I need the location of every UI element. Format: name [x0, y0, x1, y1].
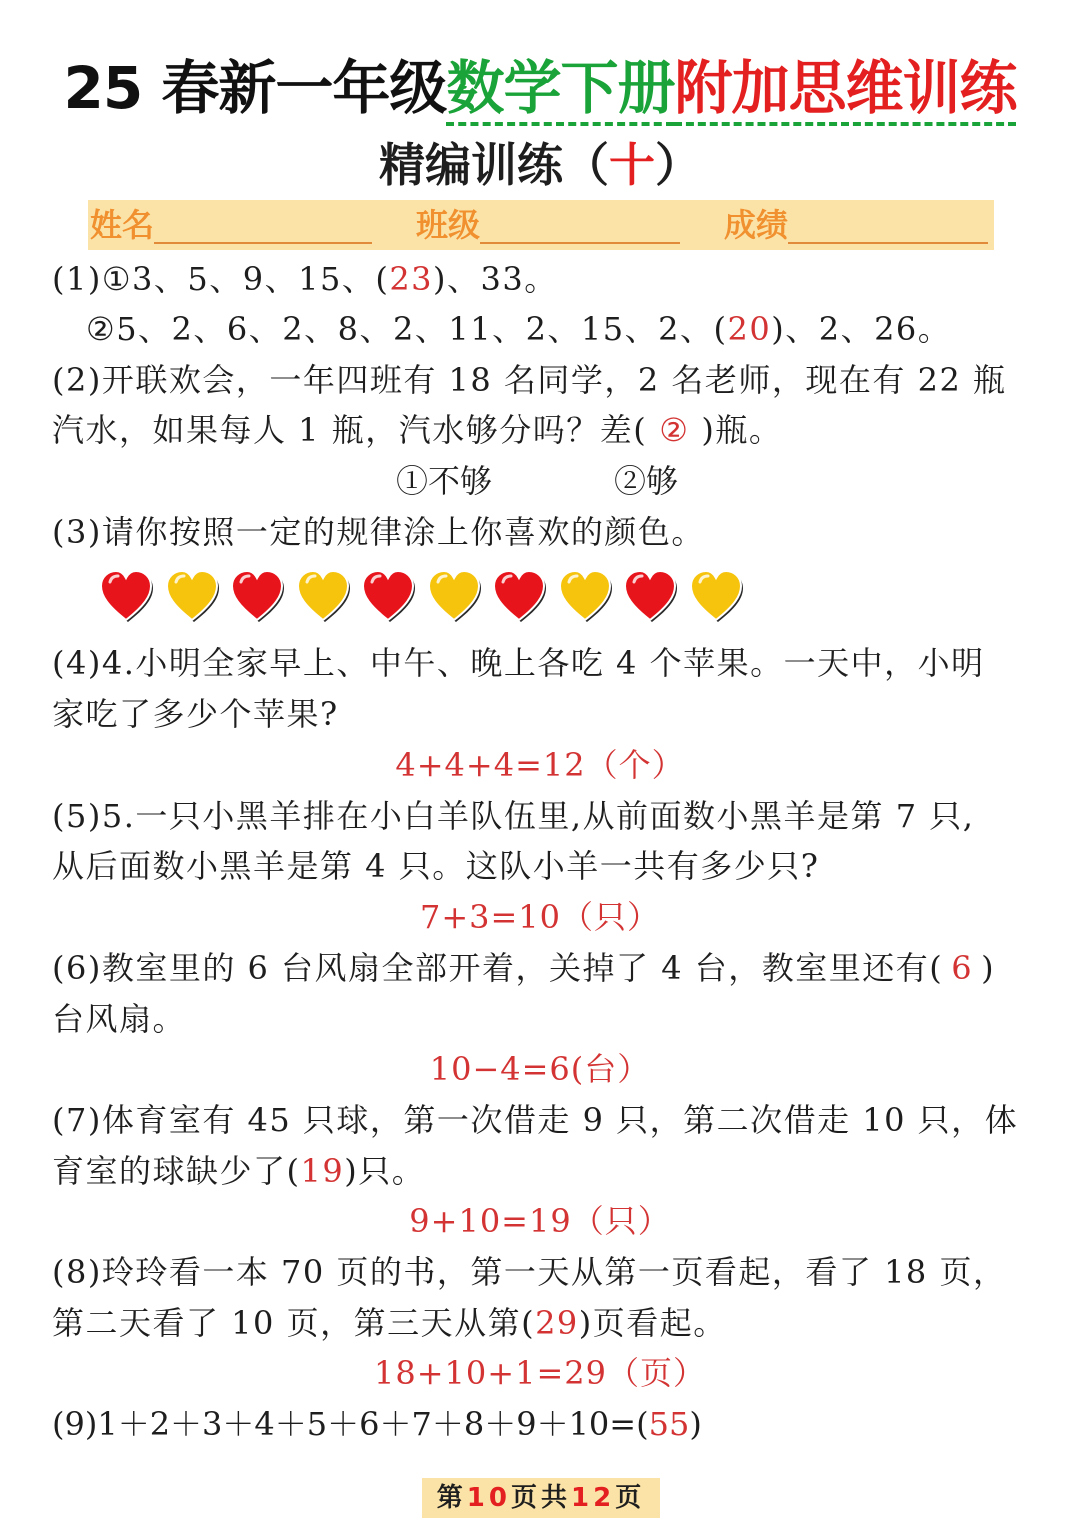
title-grade: 25 春新一年级 [63, 54, 447, 122]
subtitle-number: 十 [609, 138, 655, 192]
q2-text-end: )瓶。 [701, 411, 783, 449]
page-number [422, 1478, 660, 1518]
question-3: (3)请你按照一定的规律涂上你喜欢的颜色。 [52, 513, 705, 551]
q1-text-2: ②5、2、6、2、8、2、11、2、15、2、( [86, 310, 728, 348]
yellow-heart-icon [426, 568, 482, 624]
q7-text-end: )只。 [344, 1152, 426, 1190]
score-label: 成绩 [724, 206, 789, 244]
question-6-line-1 [52, 943, 995, 993]
question-6-answer: 10−4=6(台） [429, 1050, 651, 1088]
q8-answer: 29 [535, 1304, 579, 1342]
footer-text-1: 第 [436, 1483, 467, 1513]
name-blank[interactable] [154, 204, 372, 244]
class-blank[interactable] [480, 204, 680, 244]
q1-text-2-end: )、2、26。 [771, 310, 952, 348]
question-4-answer: 4+4+4=12（个） [395, 746, 685, 784]
q9-answer: 55 [648, 1405, 690, 1443]
q6-text-end: ) [981, 949, 996, 987]
q2-answer: ② [659, 411, 690, 449]
red-heart-icon [491, 568, 547, 624]
class-field[interactable] [416, 204, 680, 246]
question-1-line-2 [86, 304, 951, 354]
q2-text: 汽水，如果每人 1 瓶，汽水够分吗？差( [52, 411, 648, 449]
q1-text-1-end: )、33。 [433, 260, 558, 298]
score-field[interactable] [724, 204, 988, 246]
student-info-bar [88, 200, 994, 250]
question-9 [52, 1399, 702, 1449]
q2-option-1: ①不够 [396, 462, 493, 500]
subtitle-text: 精编训练（ [379, 138, 609, 192]
name-field[interactable] [90, 204, 372, 246]
question-2-line-2 [52, 405, 782, 455]
red-heart-icon [622, 568, 678, 624]
q8-text: 第二天看了 10 页，第三天从第( [52, 1304, 536, 1342]
current-page: 10 [466, 1483, 511, 1513]
q1-answer-1: 23 [389, 260, 434, 298]
question-6-line-2: 台风扇。 [52, 1000, 187, 1038]
question-4-line-2: 家吃了多少个苹果? [52, 695, 339, 733]
worksheet-title [0, 48, 1080, 128]
q8-text-end: )页看起。 [578, 1304, 727, 1342]
question-7-line-2 [52, 1146, 425, 1196]
q9-text-end: ) [689, 1405, 702, 1443]
question-8-line-1: (8)玲玲看一本 70 页的书，第一天从第一页看起，看了 18 页， [52, 1253, 1007, 1291]
yellow-heart-icon [164, 568, 220, 624]
question-5-line-2: 从后面数小黑羊是第 4 只。这队小羊一共有多少只? [52, 847, 820, 885]
question-8-line-2 [52, 1298, 727, 1348]
question-5-line-1: (5)5.一只小黑羊排在小白羊队伍里,从前面数小黑羊是第 7 只, [52, 797, 975, 835]
q2-option-2: ②够 [614, 462, 679, 500]
footer-text-2: 页共 [510, 1483, 571, 1513]
footer-text-3: 页 [615, 1483, 646, 1513]
question-2-line-1: (2)开联欢会，一年四班有 18 名同学，2 名老师，现在有 22 瓶 [52, 361, 1007, 399]
worksheet-subtitle [0, 132, 1080, 198]
class-label: 班级 [416, 206, 481, 244]
red-heart-icon [229, 568, 285, 624]
question-7-answer: 9+10=19（只） [409, 1202, 671, 1240]
yellow-heart-icon [557, 568, 613, 624]
q7-text: 育室的球缺少了( [52, 1152, 301, 1190]
title-subject: 数学下册 [446, 54, 674, 126]
question-7-line-1: (7)体育室有 45 只球，第一次借走 9 只，第二次借走 10 只，体 [52, 1101, 1019, 1139]
score-blank[interactable] [788, 204, 988, 244]
q7-answer: 19 [300, 1152, 345, 1190]
question-5-answer: 7+3=10（只） [419, 898, 661, 936]
yellow-heart-icon [295, 568, 351, 624]
total-pages: 12 [571, 1483, 616, 1513]
title-training: 附加思维训练 [674, 54, 1016, 126]
subtitle-close: ） [655, 138, 701, 192]
question-4-line-1: (4)4.小明全家早上、中午、晚上各吃 4 个苹果。一天中，小明 [52, 644, 985, 682]
q6-text: (6)教室里的 6 台风扇全部开着，关掉了 4 台，教室里还有( [52, 949, 944, 987]
red-heart-icon [360, 568, 416, 624]
question-1-line-1 [52, 254, 558, 304]
q1-text-1: (1)①3、5、9、15、( [52, 260, 390, 298]
yellow-heart-icon [688, 568, 744, 624]
q1-answer-2: 20 [727, 310, 772, 348]
q6-answer: 6 [951, 949, 974, 987]
question-8-answer: 18+10+1=29（页） [374, 1354, 706, 1392]
q9-text: (9)1＋2＋3＋4＋5＋6＋7＋8＋9＋10=( [52, 1405, 649, 1443]
red-heart-icon [98, 568, 154, 624]
name-label: 姓名 [90, 206, 155, 244]
